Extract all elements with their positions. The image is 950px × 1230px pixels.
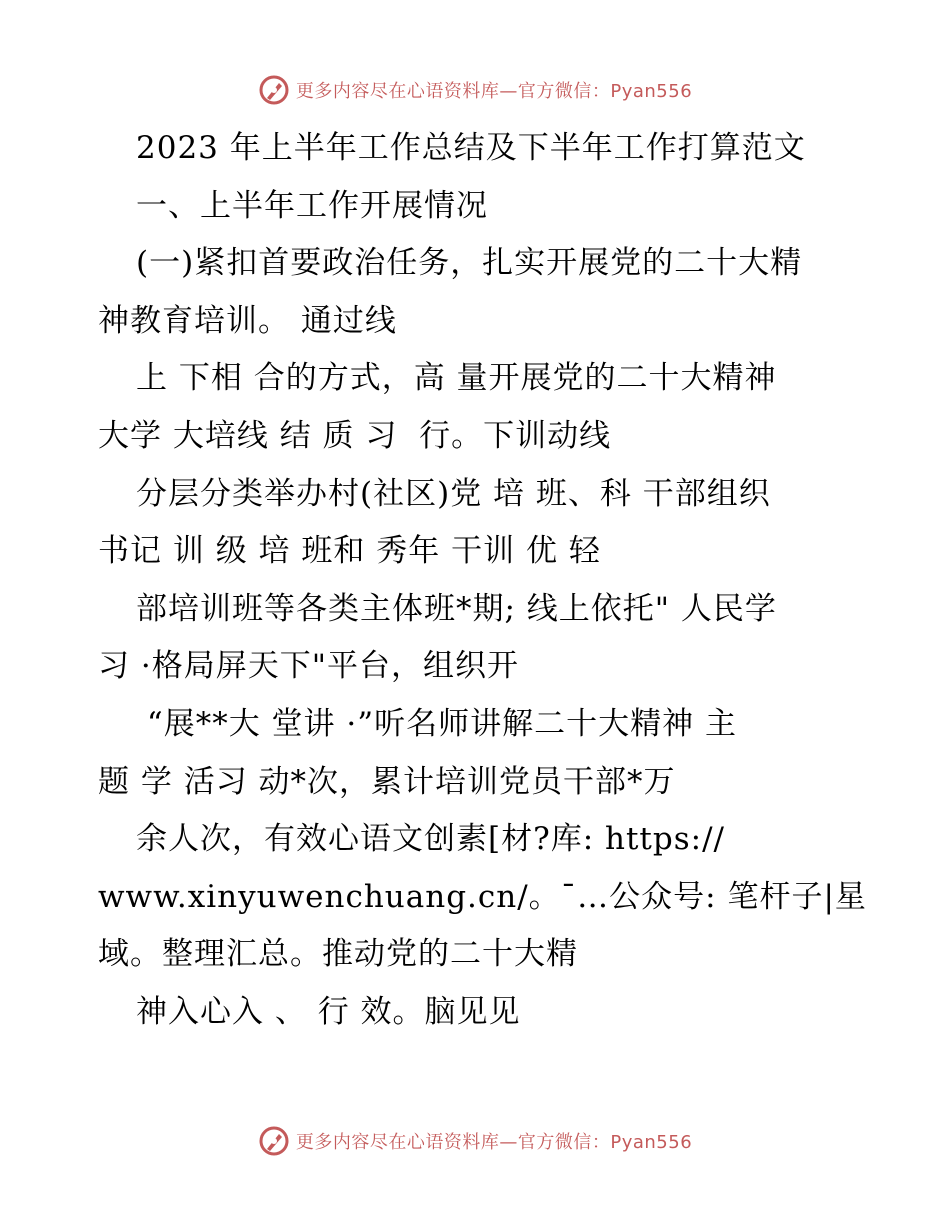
text-line: 神教育培训。 通过线 bbox=[98, 302, 397, 339]
text-line: 神入心入 、 行 效。脑见见 bbox=[136, 994, 521, 1030]
text-line: 域。整理汇总。推动党的二十大精 bbox=[98, 936, 578, 973]
text-line: 上 下相 合的方式，高 量开展党的二十大精神 bbox=[136, 360, 777, 397]
text-line: 部培训班等各类主体班*期; 线上依托" 人民学 bbox=[136, 590, 777, 627]
text-line: 分层分类举办村(社区)党 培 班、科 干部组织 bbox=[136, 475, 771, 512]
pen-circle-logo-icon bbox=[258, 1125, 290, 1157]
watermark-text: 更多内容尽在心语资料库—官方微信：Pyan556 bbox=[295, 81, 693, 102]
text-line: 习 ·格局屏天下"平台，组织开 bbox=[98, 648, 519, 685]
text-line: 大学 大培线 结 质 习 行。下训动线 bbox=[98, 418, 612, 454]
text-line: 题 学 活习 动*次，累计培训党员干部*万 bbox=[98, 763, 676, 800]
text-line: 2023 年上半年工作总结及下半年工作打算范文 bbox=[136, 130, 806, 166]
footer-watermark bbox=[0, 1121, 950, 1161]
header-watermark bbox=[0, 70, 950, 110]
watermark-text: 更多内容尽在心语资料库—官方微信：Pyan556 bbox=[295, 1132, 693, 1153]
text-line: “展**大 堂讲 ·”听名师讲解二十大精神 主 bbox=[136, 706, 737, 742]
text-line: 余人次，有效心语文创素[材?库: https:// bbox=[136, 821, 725, 858]
text-line: 一、上半年工作开展情况 bbox=[136, 187, 488, 224]
text-line: 书记 训 级 培 班和 秀年 干训 优 轻 bbox=[98, 533, 601, 570]
pen-circle-logo-icon bbox=[258, 74, 290, 106]
text-line: www.xinyuwenchuang.cn/。¯…公众号: 笔杆子|星 bbox=[98, 878, 867, 915]
text-line: (一)紧扣首要政治任务，扎实开展党的二十大精 bbox=[136, 245, 803, 282]
